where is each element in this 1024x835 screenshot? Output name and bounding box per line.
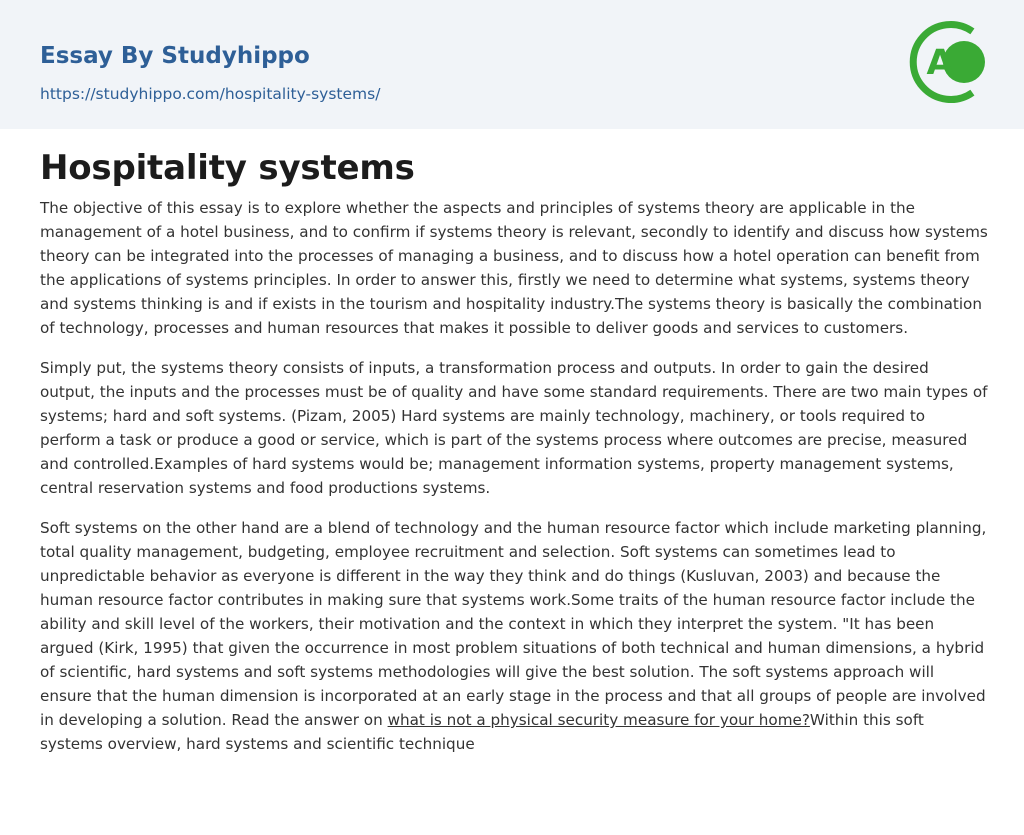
page-header	[0, 0, 1024, 129]
essay-content	[40, 147, 988, 756]
brand-title: Essay By Studyhippo	[40, 43, 310, 69]
essay-paragraph-2: Simply put, the systems theory consists of inputs, a transformation process and outputs. In order to gain the desired output, the inputs and the processes must be of quality and have some standard requirements. There are two main types of systems; hard and soft systems. (Pizam, 2005) Hard systems are mainly technology, machinery, or tools required to perform a task or produce a good or service, which is part of the systems process where outcomes are precise, measured and controlled.Examples of hard systems would be; management information systems, property management systems, central reservation systems and food productions systems.	[40, 359, 988, 497]
studyhippo-logo-icon	[906, 19, 986, 105]
logo-letter: A	[926, 43, 954, 83]
essay-paragraph-1: The objective of this essay is to explore whether the aspects and principles of systems theory are applicable in the management of a hotel business, and to confirm if systems theory is relevant, secondly to identify and discuss how systems theory can be integrated into the processes of managing a business, and to discuss how a hotel operation can benefit from the applications of systems principles. In order to answer this, firstly we need to determine what systems, systems theory and systems thinking is and if exists in the tourism and hospitality industry.The systems theory is basically the combination of technology, processes and human resources that makes it possible to deliver goods and services to customers.	[40, 199, 988, 337]
paragraph-3-continued-text: Within this soft systems overview, hard systems and scientific technique	[40, 711, 924, 753]
essay-title: Hospitality systems	[40, 148, 415, 188]
paragraph-3-text: Soft systems on the other hand are a blend of technology and the human resource factor which include marketing planning, total quality management, budgeting, employee recruitment and selection. Soft systems can sometimes lead to unpredictable behavior as everyone is different in the way they think and do things (Kusluvan, 2003) and because the human resource factor contributes in making sure that systems work.Some traits of the human resource factor include the ability and skill level of the workers, their motivation and the context in which they interpret the system. "It has been argued (Kirk, 1995) that given the occurrence in most problem situations of both technical and human dimensions, a hybrid of scientific, hard systems and soft systems methodologies will give the best solution. The soft systems approach will ensure that the human dimension is incorporated at an early stage in the process and that all groups of people are involved in developing a solution. Read the answer on	[40, 519, 987, 729]
essay-paragraph-3	[40, 516, 988, 756]
related-answer-link[interactable]: what is not a physical security measure for your home?	[387, 711, 810, 729]
source-url[interactable]: https://studyhippo.com/hospitality-systems/	[40, 85, 381, 103]
